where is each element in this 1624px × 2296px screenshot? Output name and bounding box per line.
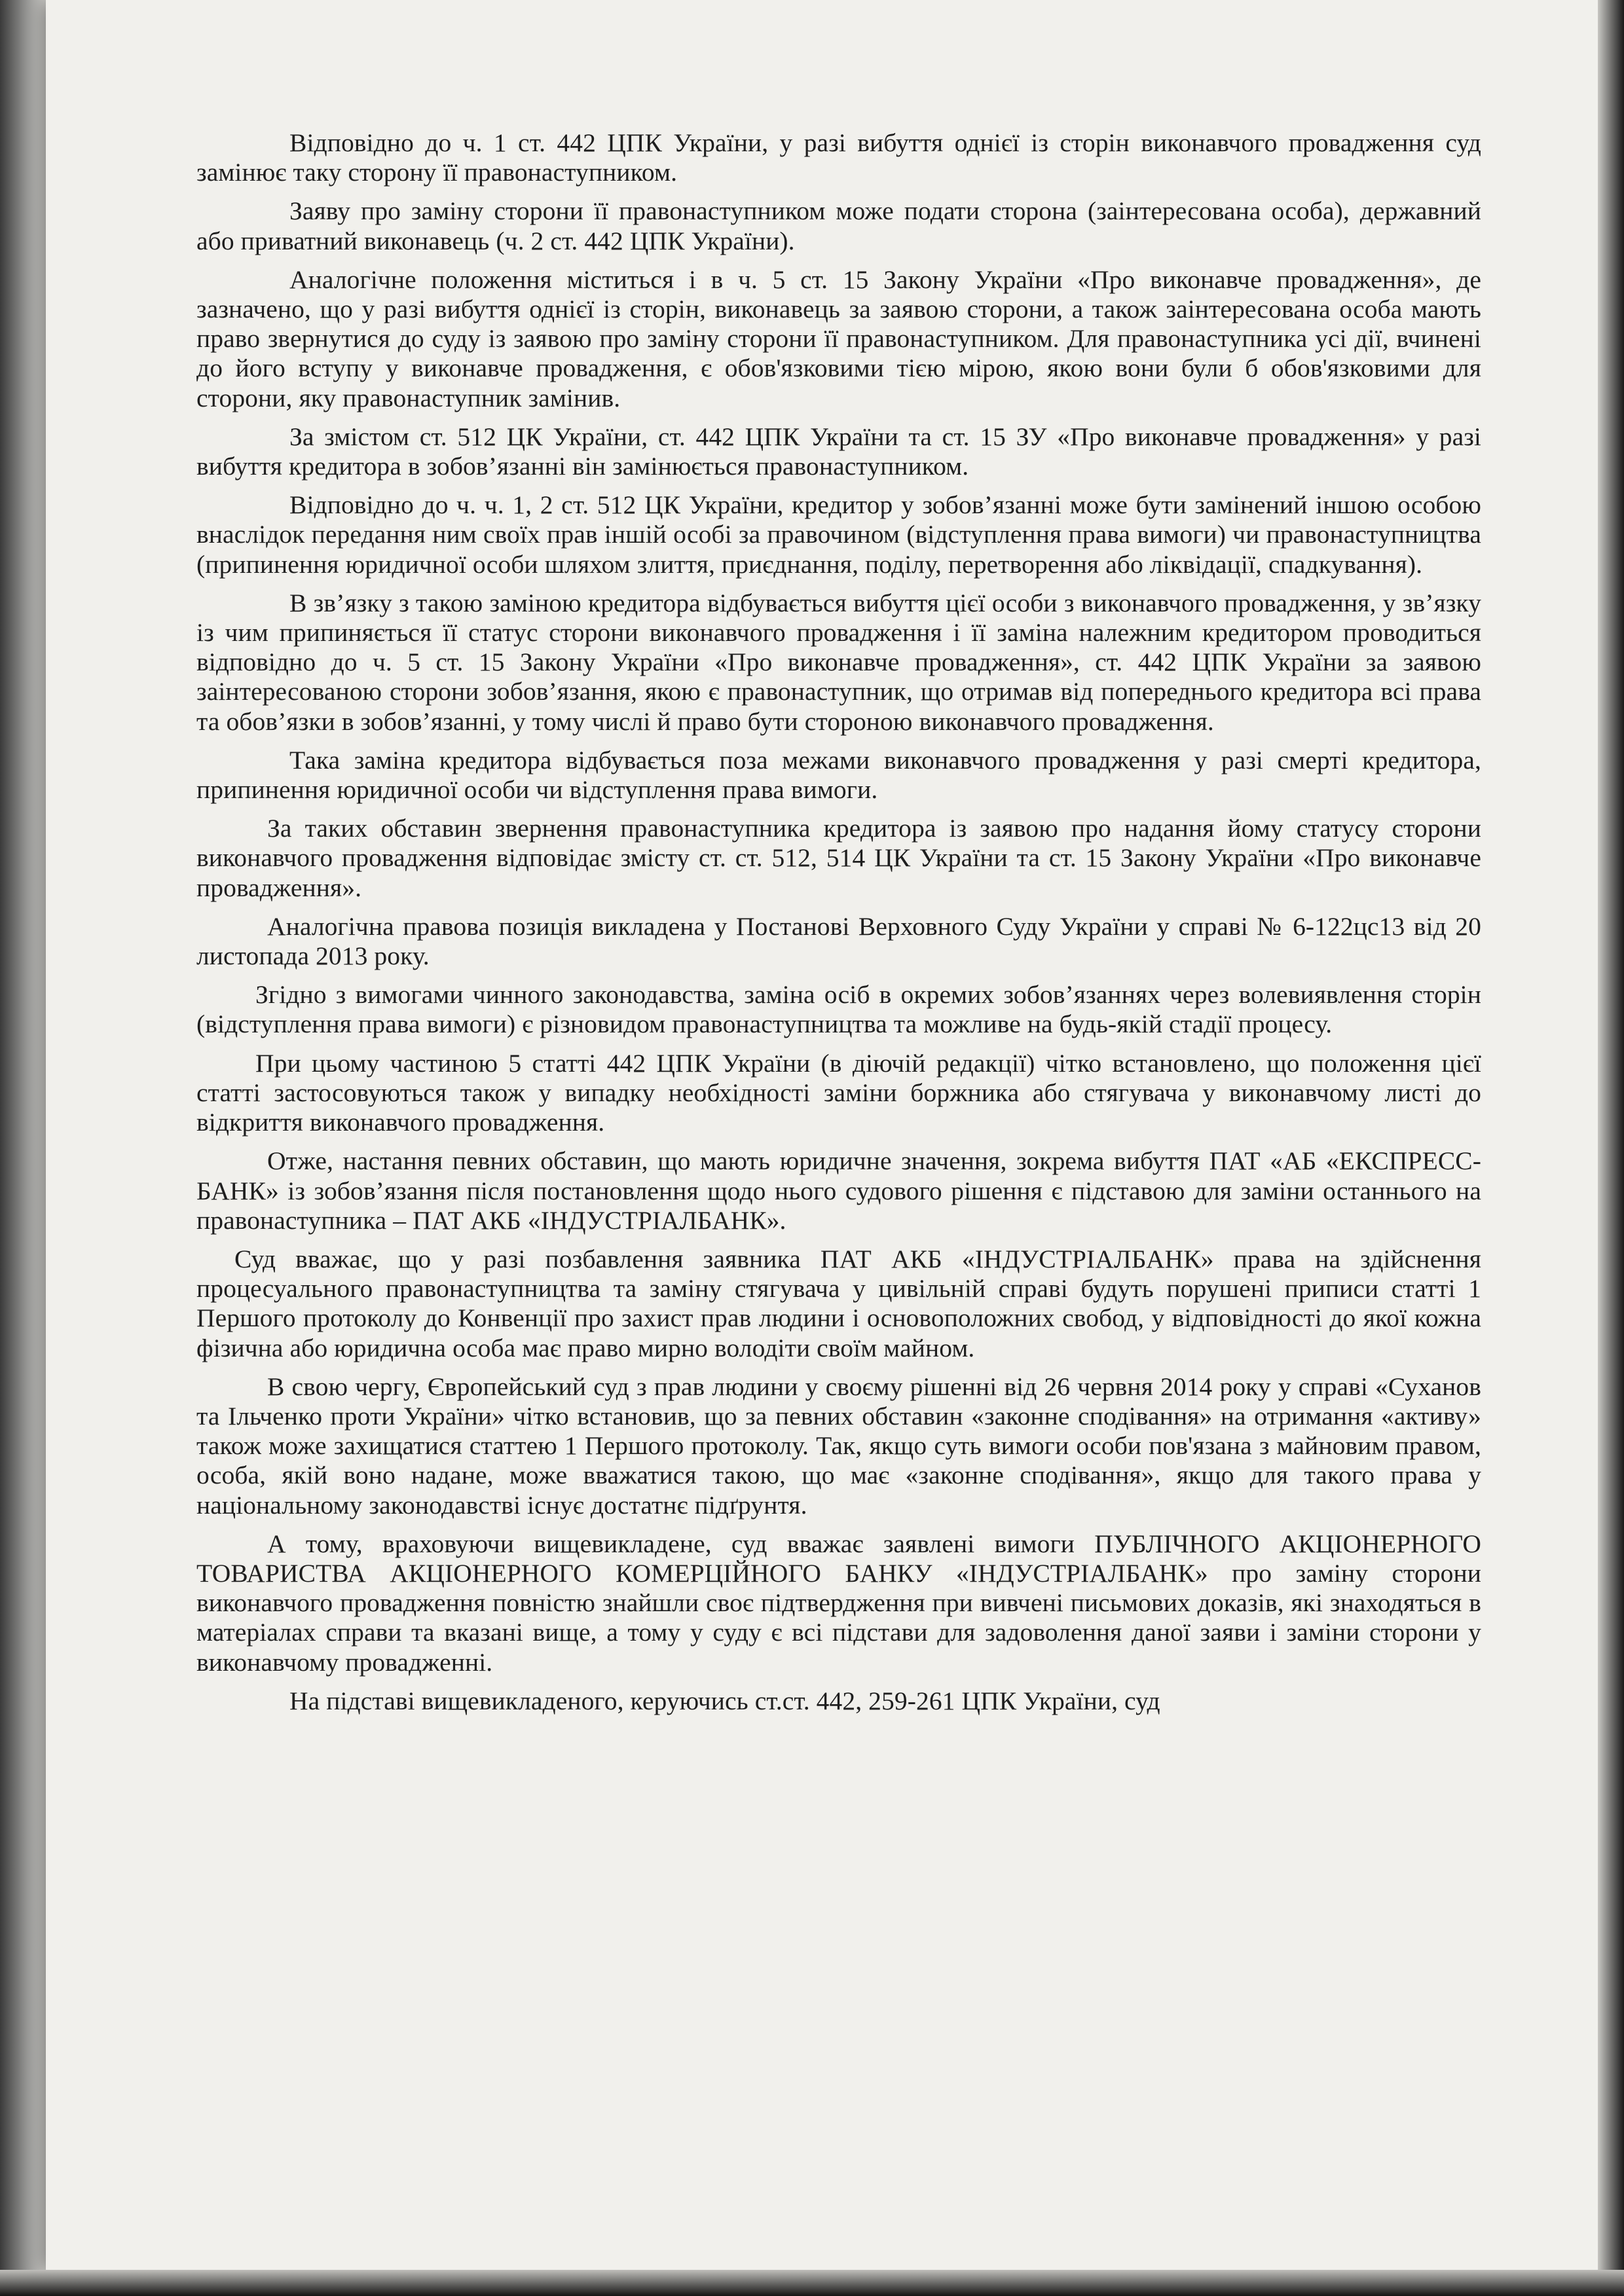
paragraph: Відповідно до ч. ч. 1, 2 ст. 512 ЦК України, кредитор у зобов’язанні може бути замінений іншою особою внаслідок передання ним своїх прав іншій особі за правочином (відступлення права вимоги) чи правонаступництва (припинення юридичної особи шляхом злиття, приєднання, поділу, перетворення або ліквідації, спадкування). [196,490,1481,579]
paragraph: Отже, настання певних обставин, що мають юридичне значення, зокрема вибуття ПАТ «АБ «ЕКСПРЕСС-БАНК» із зобов’язання після постановлення щодо нього судового рішення є підставою для заміни останнього на правонаступника – ПАТ АКБ «ІНДУСТРІАЛБАНК». [196,1146,1481,1235]
scanner-left-edge [0,0,46,2296]
scanner-right-edge [1598,0,1624,2296]
paragraph: Суд вважає, що у разі позбавлення заявника ПАТ АКБ «ІНДУСТРІАЛБАНК» права на здійснення процесуального правонаступництва та заміну стягувача у цивільній справі будуть порушені приписи статті 1 Першого протоколу до Конвенції про захист прав людини і основоположних свобод, у відповідності до якої кожна фізична або юридична особа має право мирно володіти своїм майном. [196,1244,1481,1362]
paragraph: Така заміна кредитора відбувається поза межами виконавчого провадження у разі смерті кредитора, припинення юридичної особи чи відступлення права вимоги. [196,745,1481,805]
paragraph: Згідно з вимогами чинного законодавства, заміна осіб в окремих зобов’язаннях через волевиявлення сторін (відступлення права вимоги) є різновидом правонаступництва та можливе на будь-якій стадії процесу. [196,980,1481,1039]
paragraph: В свою чергу, Європейський суд з прав людини у своєму рішенні від 26 червня 2014 року у справі «Суханов та Ільченко проти України» чітко встановив, що за певних обставин «законне сподівання» на отримання «активу» також може захищатися статтею 1 Першого протоколу. Так, якщо суть вимоги особи пов'язана з майновим правом, особа, якій воно надане, може вважатися такою, що має «законне сподівання», якщо для такого права у національному законодавстві існує достатнє підґрунтя. [196,1372,1481,1520]
paragraph: Аналогічне положення міститься і в ч. 5 ст. 15 Закону України «Про виконавче провадження», де зазначено, що у разі вибуття однієї із сторін, виконавець за заявою сторони, а також заінтересована особа мають право звернутися до суду із заявою про заміну сторони її правонаступником. Для правонаступника усі дії, вчинені до його вступу у виконавче провадження, є обов'язковими тією мірою, якою вони були б обов'язковими для сторони, яку правонаступник замінив. [196,264,1481,412]
paragraph: За змістом ст. 512 ЦК України, ст. 442 ЦПК України та ст. 15 ЗУ «Про виконавче провадження» у разі вибуття кредитора в зобов’язанні він замінюється правонаступником. [196,422,1481,481]
paragraph: В зв’язку з такою заміною кредитора відбувається вибуття цієї особи з виконавчого провадження, у зв’язку із чим припиняється її статус сторони виконавчого провадження і її заміна належним кредитором проводиться відповідно до ч. 5 ст. 15 Закону України «Про виконавче провадження», ст. 442 ЦПК України за заявою заінтересованою сторони зобов’язання, якою є правонаступник, що отримав від попереднього кредитора всі права та обов’язки в зобов’язанні, у тому числі й право бути стороною виконавчого провадження. [196,588,1481,736]
paragraph: А тому, враховуючи вищевикладене, суд вважає заявлені вимоги ПУБЛІЧНОГО АКЦІОНЕРНОГО ТОВАРИСТВА АКЦІОНЕРНОГО КОМЕРЦІЙНОГО БАНКУ «ІНДУСТРІАЛБАНК» про заміну сторони виконавчого провадження повністю знайшли своє підтвердження при вивчені письмових доказів, які знаходяться в матеріалах справи та вказані вище, а тому у суду є всі підстави для задоволення даної заяви і заміни сторони у виконавчому провадженні. [196,1529,1481,1677]
paragraph: Аналогічна правова позиція викладена у Постанові Верховного Суду України у справі № 6-122цс13 від 20 листопада 2013 року. [196,911,1481,971]
paragraph: Відповідно до ч. 1 ст. 442 ЦПК України, у разі вибуття однієї із сторін виконавчого провадження суд замінює таку сторону її правонаступником. [196,128,1481,187]
scanner-bottom-edge [0,2270,1624,2296]
paragraph: За таких обставин звернення правонаступника кредитора із заявою про надання йому статусу сторони виконавчого провадження відповідає змісту ст. ст. 512, 514 ЦК України та ст. 15 Закону України «Про виконавче провадження». [196,814,1481,902]
paragraph: При цьому частиною 5 статті 442 ЦПК України (в діючій редакції) чітко встановлено, що положення цієї статті застосовуються також у випадку необхідності заміни боржника або стягувача у виконавчому листі до відкриття виконавчого провадження. [196,1048,1481,1137]
paragraph: На підставі вищевикладеного, керуючись ст.ст. 442, 259-261 ЦПК України, суд [289,1686,1160,1715]
document-body [196,128,1481,1725]
paragraph: Заяву про заміну сторони її правонаступником може подати сторона (заінтересована особа), державний або приватний виконавець (ч. 2 ст. 442 ЦПК України). [196,196,1481,255]
